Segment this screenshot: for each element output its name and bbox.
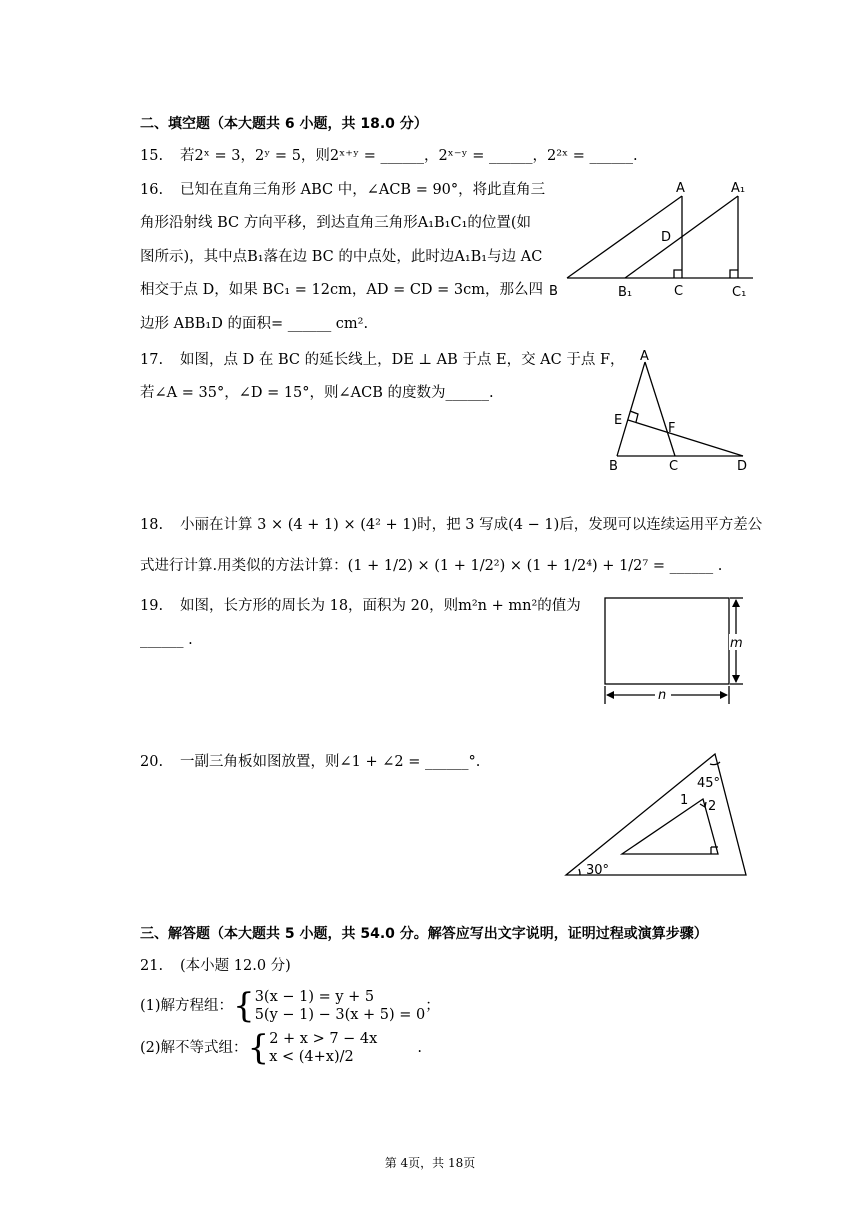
question-text-line: 若∠A = 35°，∠D = 15°，则∠ACB 的度数为______.	[140, 385, 494, 401]
label-C: C	[669, 459, 679, 474]
question-text-line: 小丽在计算 3 × (4 + 1) × (4² + 1)时，把 3 写成(4 − 1)后，发现可以连续运用平方差公	[180, 517, 763, 533]
question-text-line: 如图，长方形的周长为 18，面积为 20，则m²n + mn²的值为	[180, 598, 581, 614]
equation: 3(x − 1) = y + 5	[254, 989, 375, 1005]
question-15	[140, 146, 638, 166]
section-3-title: 三、解答题（本大题共 5 小题，共 54.0 分。解答应写出文字说明，证明过程或演算步骤）	[140, 926, 708, 942]
inequality: x < (4+x)/2	[269, 1049, 354, 1065]
question-number: 16.	[140, 182, 164, 198]
question-text: 若2ˣ = 3，2ʸ = 5，则2ˣ⁺ʸ = ______，2ˣ⁻ʸ = ______，2²ˣ = ______.	[180, 148, 638, 164]
equation: 5(y − 1) − 3(x + 5) = 0	[254, 1007, 426, 1023]
label-B1: B₁	[618, 285, 633, 300]
question-text-line: 图所示)，其中点B₁落在边 BC 的中点处，此时边A₁B₁与边 AC	[140, 249, 543, 265]
label-C1: C₁	[732, 285, 747, 300]
label-B: B	[609, 459, 618, 474]
label-F: F	[668, 421, 676, 436]
question-text-line: 边形 ABB₁D 的面积= ______ cm².	[140, 316, 369, 332]
q17-figure	[605, 348, 755, 476]
label-A: A	[640, 349, 649, 364]
part-label: (1)解方程组：	[140, 998, 234, 1014]
question-header: (本小题 12.0 分)	[180, 958, 291, 974]
label-30: 30°	[586, 863, 610, 878]
part-2: (2)解不等式组：{2 + x > 7 − 4x x < (4+x)/2.	[140, 1028, 422, 1068]
label-n: n	[658, 688, 667, 703]
part-1: (1)解方程组：{3(x − 1) = y + 5 5(y − 1) − 3(x + 5) = 0；	[140, 986, 440, 1026]
question-number: 20.	[140, 754, 164, 770]
brace-icon: {	[247, 1028, 270, 1068]
question-number: 17.	[140, 352, 164, 368]
question-text-line: 角形沿射线 BC 方向平移，到达直角三角形A₁B₁C₁的位置(如	[140, 215, 532, 231]
label-1: 1	[680, 793, 689, 808]
label-B: B	[549, 284, 558, 299]
label-E: E	[614, 413, 623, 428]
question-number: 15.	[140, 148, 164, 164]
question-text-line: 式进行计算.用类似的方法计算：(1 + 1/2) × (1 + 1/2²) × (1 + 1/2⁴) + 1/2⁷ = ______ .	[140, 558, 723, 574]
label-A1: A₁	[731, 181, 746, 196]
label-A: A	[676, 181, 685, 196]
q20-figure	[560, 748, 755, 880]
q19-figure	[595, 592, 755, 710]
label-D: D	[737, 459, 748, 474]
part-label: (2)解不等式组：	[140, 1040, 248, 1056]
inequality: 2 + x > 7 − 4x	[269, 1031, 378, 1047]
question-text-line: 如图，点 D 在 BC 的延长线上，DE ⊥ AB 于点 E，交 AC 于点 F，	[180, 352, 625, 368]
q16-figure	[545, 178, 760, 303]
page-footer: 第 4页，共 18页	[384, 1156, 476, 1170]
section-2-title: 二、填空题（本大题共 6 小题，共 18.0 分）	[140, 116, 428, 132]
label-D: D	[661, 230, 672, 245]
label-C: C	[674, 284, 684, 299]
label-2: 2	[708, 799, 717, 814]
question-text-line: 相交于点 D，如果 BC₁ = 12cm，AD = CD = 3cm，那么四	[140, 282, 544, 298]
question-text-line: ______ .	[140, 632, 193, 648]
question-number: 18.	[140, 517, 164, 533]
question-number: 19.	[140, 598, 164, 614]
label-45: 45°	[697, 776, 721, 791]
question-number: 21.	[140, 958, 164, 974]
brace-icon: {	[233, 986, 255, 1026]
question-text-line: 已知在直角三角形 ABC 中，∠ACB = 90°，将此直角三	[180, 182, 546, 198]
label-m: m	[730, 636, 743, 651]
question-text: 一副三角板如图放置，则∠1 + ∠2 = ______°.	[180, 754, 481, 770]
